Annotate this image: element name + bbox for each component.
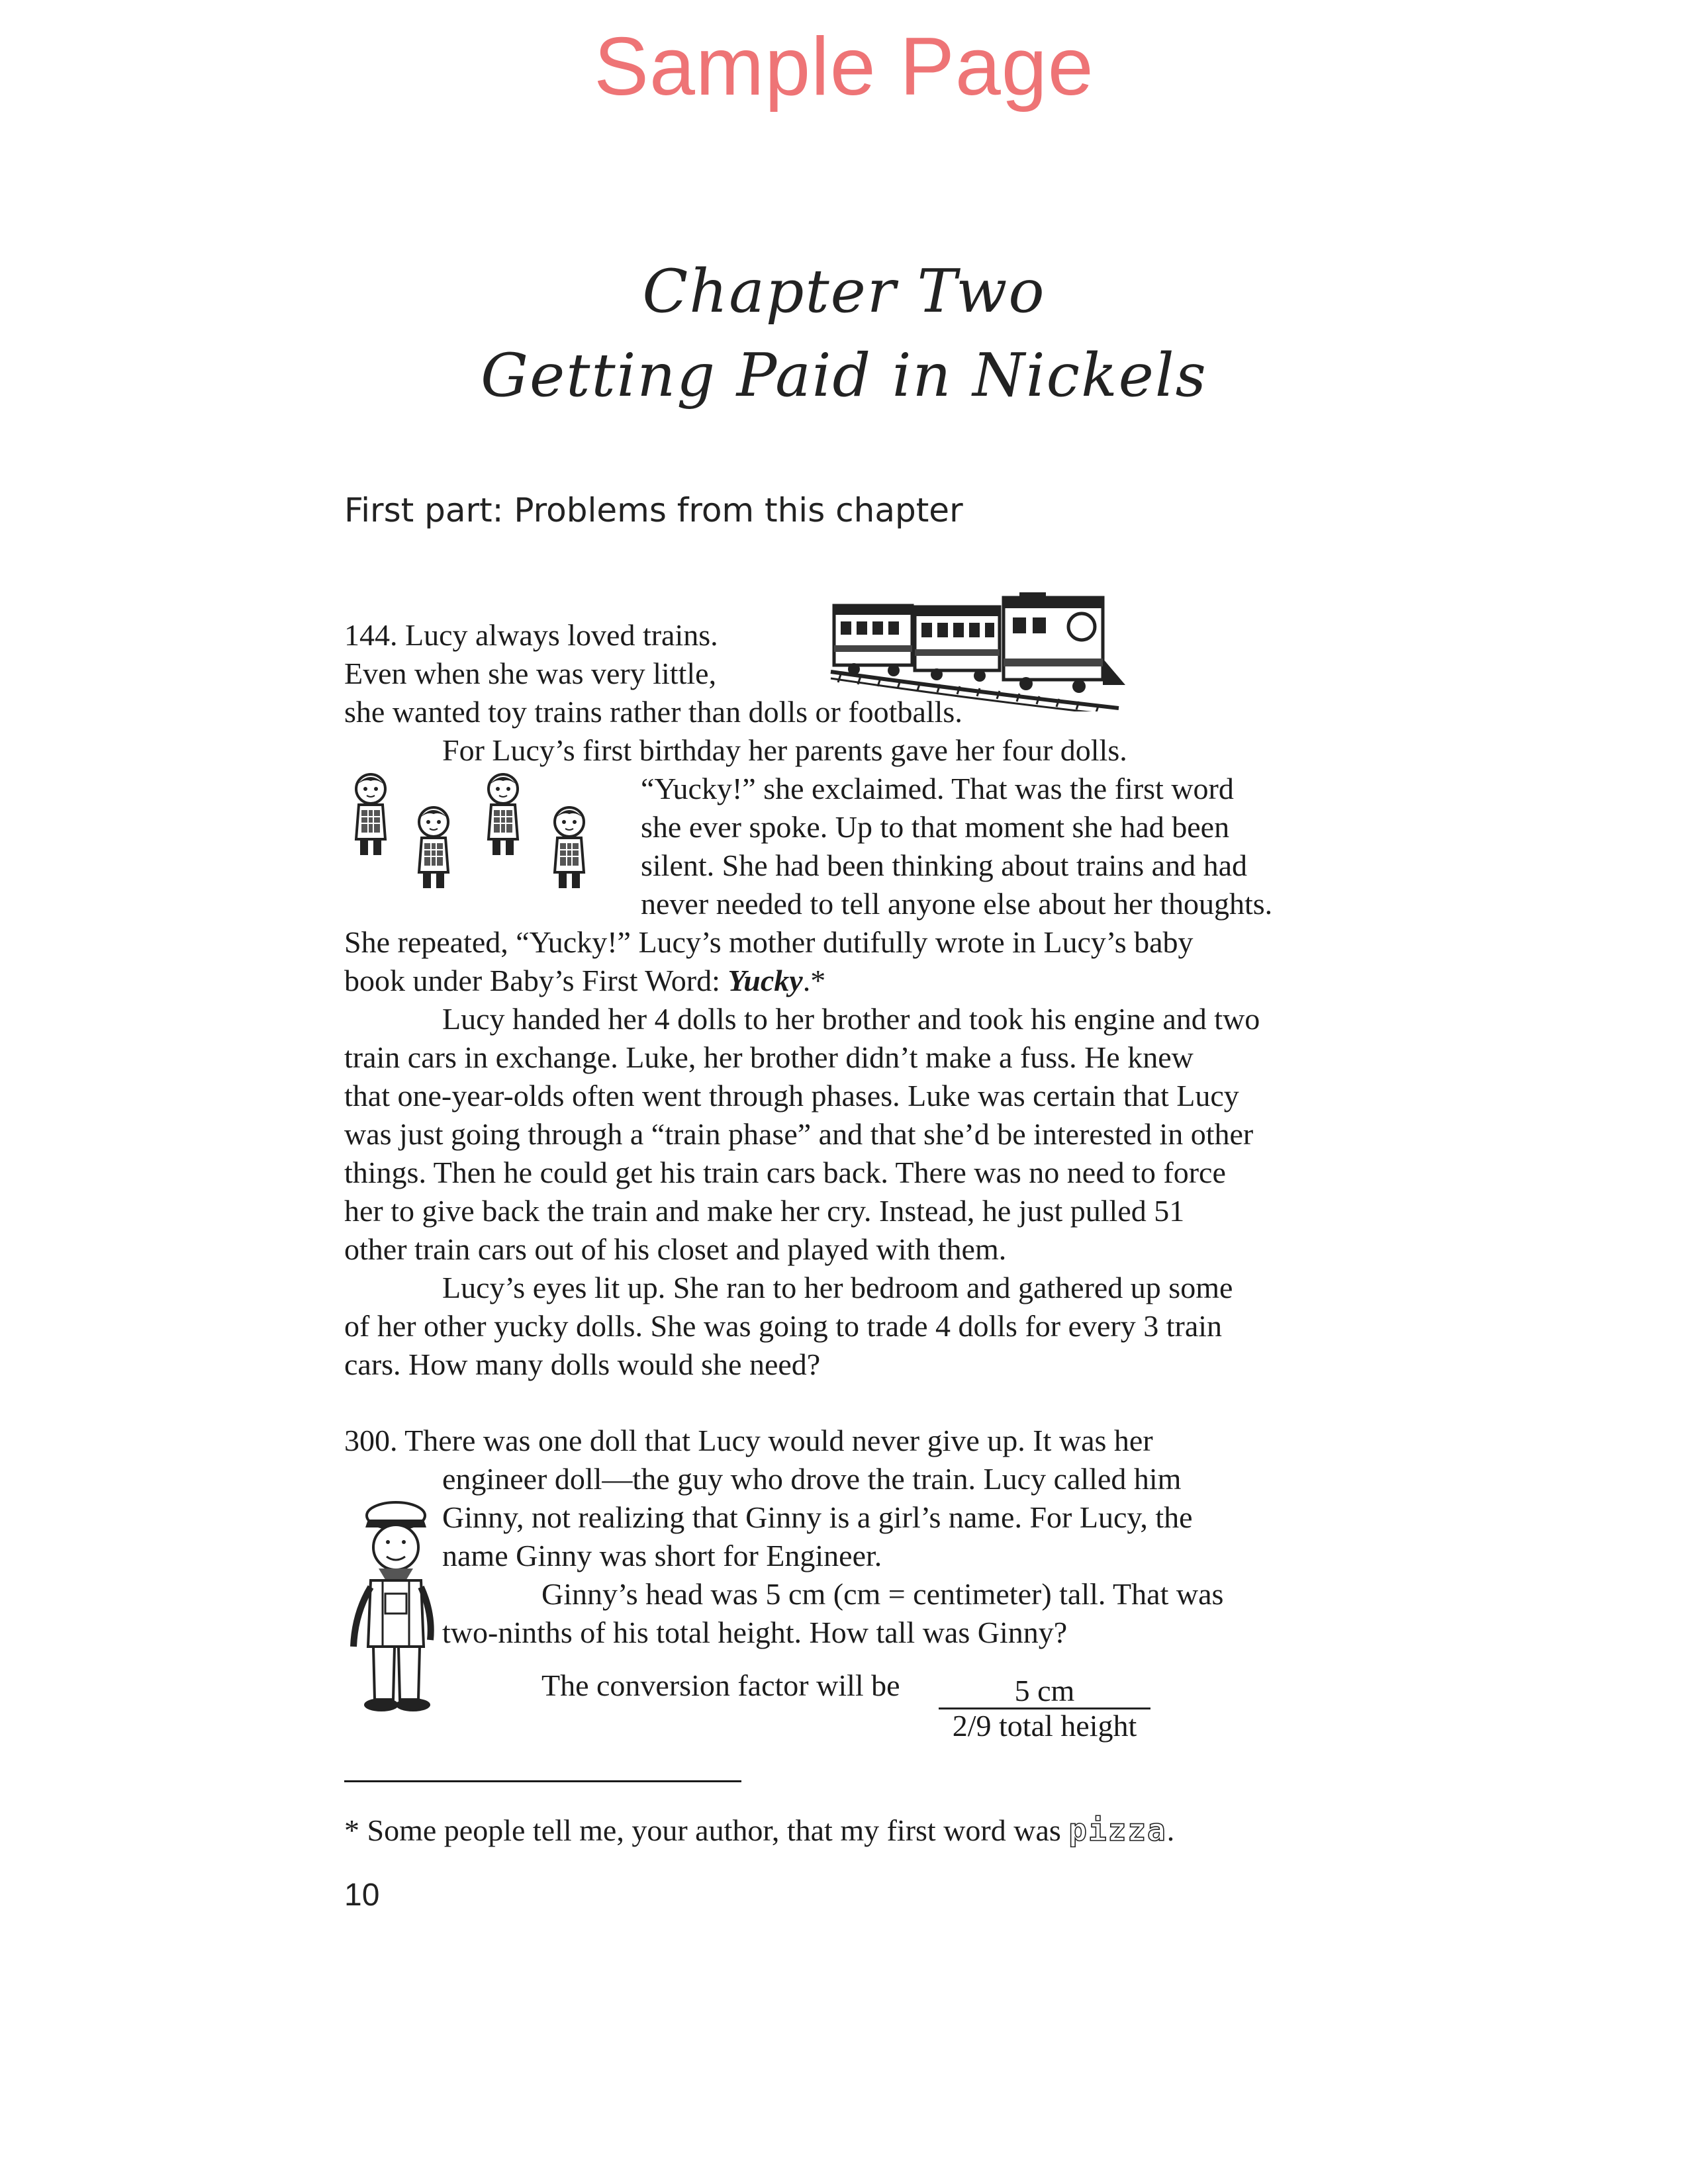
- sample-page-watermark: Sample Page: [594, 21, 1094, 113]
- problem-300-line: Ginny, not realizing that Ginny is a girl’s name. For Lucy, the: [442, 1500, 1193, 1534]
- engineer-doll-illustration: [344, 1501, 444, 1719]
- fraction-numerator: 5 cm: [939, 1674, 1150, 1709]
- problem-144-line: Lucy handed her 4 dolls to her brother and took his engine and two: [442, 1002, 1260, 1036]
- problem-300-line: Ginny’s head was 5 cm (cm = centimeter) tall. That was: [541, 1577, 1224, 1611]
- chapter-title: Chapter Two: [642, 257, 1046, 326]
- problem-144-line: she wanted toy trains rather than dolls or footballs.: [344, 695, 962, 729]
- problem-144-line: she ever spoke. Up to that moment she had been: [641, 810, 1230, 844]
- problem-144-line: that one-year-olds often went through phases. Luke was certain that Lucy: [344, 1079, 1239, 1113]
- problem-300-line: 300. There was one doll that Lucy would never give up. It was her: [344, 1424, 1153, 1457]
- first-word-yucky: Yucky: [727, 964, 803, 997]
- problem-144-line: her to give back the train and make her cry. Instead, he just pulled 51: [344, 1194, 1185, 1228]
- problem-144-line: “Yucky!” she exclaimed. That was the first word: [641, 772, 1234, 805]
- section-heading: First part: Problems from this chapter: [344, 491, 963, 529]
- problem-144-line: never needed to tell anyone else about her thoughts.: [641, 887, 1273, 921]
- problem-144-line: Lucy’s eyes lit up. She ran to her bedroom and gathered up some: [442, 1271, 1233, 1304]
- problem-144-line: things. Then he could get his train cars back. There was no need to force: [344, 1156, 1226, 1189]
- problem-144-line-text: book under Baby’s First Word:: [344, 964, 728, 997]
- problem-144-line: cars. How many dolls would she need?: [344, 1347, 821, 1381]
- problem-144-line: train cars in exchange. Luke, her brother didn’t make a fuss. He knew: [344, 1040, 1194, 1074]
- conversion-factor-label: The conversion factor will be: [541, 1668, 900, 1702]
- problem-144-line: of her other yucky dolls. She was going to trade 4 dolls for every 3 train: [344, 1309, 1223, 1343]
- problem-144-line: was just going through a “train phase” and that she’d be interested in other: [344, 1117, 1254, 1151]
- problem-300-line: engineer doll—the guy who drove the train. Lucy called him: [442, 1462, 1182, 1496]
- problem-144-line: For Lucy’s first birthday her parents gave her four dolls.: [442, 733, 1127, 767]
- problem-144-line: 144. Lucy always loved trains.: [344, 618, 718, 652]
- problem-144-line: other train cars out of his closet and played with them.: [344, 1232, 1007, 1266]
- footnote: [344, 1811, 1174, 1850]
- problem-144-line: [344, 962, 825, 1000]
- footnote-end: .: [1166, 1813, 1175, 1847]
- page-number: 10: [344, 1878, 380, 1913]
- problem-300-line: two-ninths of his total height. How tall was Ginny?: [442, 1615, 1068, 1649]
- problem-144-line: Even when she was very little,: [344, 657, 717, 690]
- conversion-fraction: [939, 1674, 1150, 1743]
- footnote-marker: .*: [802, 964, 826, 997]
- chapter-subtitle: Getting Paid in Nickels: [481, 341, 1207, 410]
- problem-144-line: She repeated, “Yucky!” Lucy’s mother dutifully wrote in Lucy’s baby: [344, 925, 1194, 959]
- footnote-text: * Some people tell me, your author, that my first word was: [344, 1813, 1069, 1847]
- problem-144-line: silent. She had been thinking about trains and had: [641, 848, 1247, 882]
- problem-300-line: name Ginny was short for Engineer.: [442, 1539, 882, 1572]
- fraction-denominator: 2/9 total height: [952, 1709, 1137, 1743]
- footnote-divider: [344, 1780, 741, 1782]
- four-dolls-illustration: [351, 768, 616, 900]
- footnote-word-pizza: pizza: [1068, 1812, 1167, 1848]
